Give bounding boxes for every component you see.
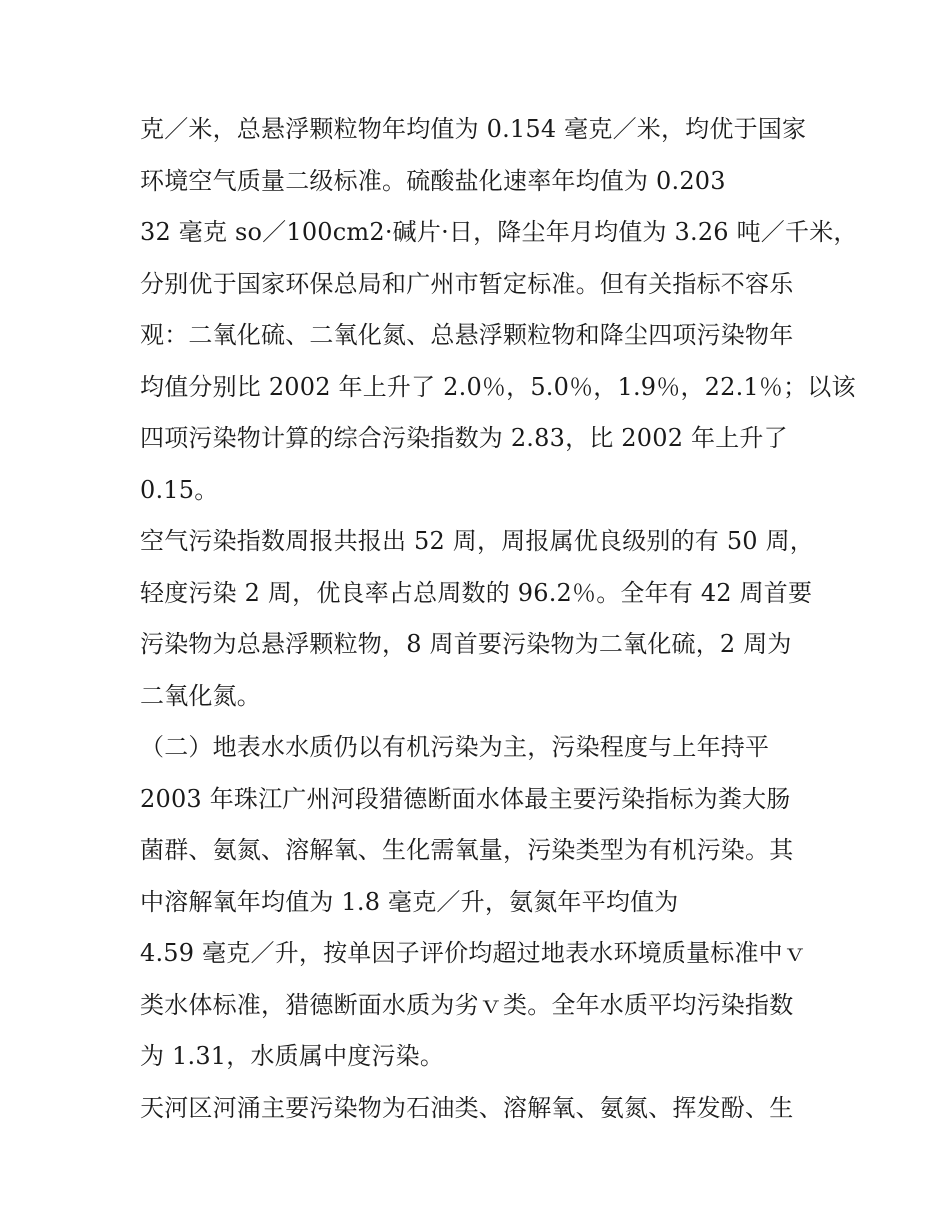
text-line: 四项污染物计算的综合污染指数为 2.83，比 2002 年上升了 <box>140 424 788 452</box>
text-line: 环境空气质量二级标准。硫酸盐化速率年均值为 0.203 <box>140 166 726 195</box>
text-line: 类水体标准，猎德断面水质为劣ｖ类。全年水质平均污染指数 <box>140 990 794 1019</box>
text-line: 分别优于国家环保总局和广州市暂定标准。但有关指标不容乐 <box>140 269 794 298</box>
text-line: 0.15。 <box>140 475 219 504</box>
text-line: 空气污染指数周报共报出 52 周，周报属优良级别的有 50 周， <box>140 527 814 555</box>
section-heading: （二）地表水水质仍以有机污染为主，污染程度与上年持平 <box>140 733 770 761</box>
text-line: 32 毫克 so／100cm2·碱片·日，降尘年月均值为 3.26 吨／千米， <box>140 218 858 246</box>
text-line: 为 1.31，水质属中度污染。 <box>140 1042 445 1070</box>
text-line: 中溶解氧年均值为 1.8 毫克／升，氨氮年平均值为 <box>140 887 679 916</box>
text-line: 观：二氧化硫、二氧化氮、总悬浮颗粒物和降尘四项污染物年 <box>140 321 794 349</box>
text-line: 污染物为总悬浮颗粒物，8 周首要污染物为二氧化硫，2 周为 <box>140 630 792 658</box>
text-line: 轻度污染 2 周，优良率占总周数的 96.2％。全年有 42 周首要 <box>140 578 813 607</box>
text-line: 天河区河涌主要污染物为石油类、溶解氧、氨氮、挥发酚、生 <box>140 1093 794 1122</box>
text-line: 克／米，总悬浮颗粒物年均值为 0.154 毫克／米，均优于国家 <box>140 115 807 143</box>
text-line: 4.59 毫克／升，按单因子评价均超过地表水环境质量标准中ｖ <box>140 939 808 967</box>
text-line: 二氧化氮。 <box>140 681 261 710</box>
body-text <box>140 107 858 1137</box>
text-line: 2003 年珠江广州河段猎德断面水体最主要污染指标为粪大肠 <box>140 784 791 813</box>
text-line: 菌群、氨氮、溶解氧、生化需氧量，污染类型为有机污染。其 <box>140 836 794 864</box>
text-line: 均值分别比 2002 年上升了 2.0％，5.0％，1.9％，22.1％；以该 <box>140 372 856 401</box>
